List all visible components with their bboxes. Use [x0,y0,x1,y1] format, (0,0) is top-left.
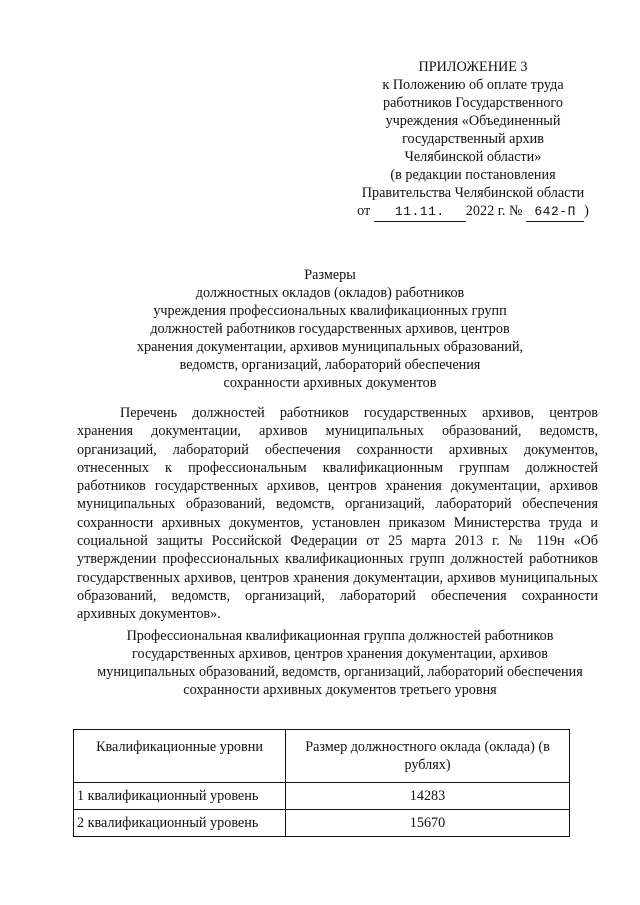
salary-cell: 14283 [286,783,570,810]
heading-line: хранения документации, архивов муниципальных образований, [136,339,524,355]
group-subheading [80,627,600,699]
table-row [74,810,570,837]
appendix-line: Правительства Челябинской области [361,185,585,201]
column-header-level: Квалификационные уровни [74,730,286,783]
date-prefix: от [357,203,371,219]
appendix-title: ПРИЛОЖЕНИЕ 3 [418,59,528,75]
heading-line: ведомств, организаций, лабораторий обеспечения [179,357,481,373]
column-header-salary: Размер должностного оклада (оклада) (в рублях) [286,730,570,783]
heading-line: должностей работников государственных архивов, центров [150,321,510,337]
document-heading [80,266,580,392]
appendix-line: государственный архив [402,131,544,147]
appendix-line: (в редакции постановления [390,167,556,183]
appendix-line: к Положению об оплате труда [382,77,564,93]
date-value: 11.11. [374,203,466,222]
heading-line: Размеры [304,267,356,283]
body-paragraph: Перечень должностей работников государственных архивов, центров хранения документации, архивов муниципальных образований, ведомств, организаций, лабораторий обеспечения сохранности архивных документов, отнесенных к профессиональным квалификационным группам должностей работников государственных архивов, центров хранения документации, архивов муниципальных образований, ведомств, организаций, лабораторий обеспечения сохранности архивных документов, установлен приказом Министерства труда и социальной защиты Российской Федерации от 25 марта 2013 г. № 119н «Об утверждении профессиональных квалификационных групп должностей работников государственных архивов, центров хранения документации, архивов муниципальных образований, ведомств, организаций, лабораторий обеспечения сохранности архивных документов». [77,405,598,623]
subheading-line: муниципальных образований, ведомств, организаций, лабораторий обеспечения [97,664,583,680]
level-cell: 1 квалификационный уровень [74,783,286,810]
table-header-row [74,730,570,783]
year-text: 2022 г. № [465,203,523,219]
appendix-line: учреждения «Объединенный [385,113,561,129]
appendix-line: работников Государственного [383,95,563,111]
subheading-line: сохранности архивных документов третьего уровня [183,682,497,698]
heading-line: сохранности архивных документов [223,375,437,391]
decree-number: 642-П [526,203,584,222]
subheading-line: Профессиональная квалификационная группа должностей работников [126,628,554,644]
heading-line: учреждения профессиональных квалификационных групп [153,303,507,319]
appendix-header [350,58,596,222]
salary-table [73,729,570,837]
appendix-date-line [350,202,596,222]
table-row [74,783,570,810]
level-cell: 2 квалификационный уровень [74,810,286,837]
subheading-line: государственных архивов, центров хранения документации, архивов [132,646,548,662]
close-paren: ) [584,203,589,219]
appendix-line: Челябинской области» [404,149,542,165]
salary-cell: 15670 [286,810,570,837]
heading-line: должностных окладов (окладов) работников [195,285,465,301]
